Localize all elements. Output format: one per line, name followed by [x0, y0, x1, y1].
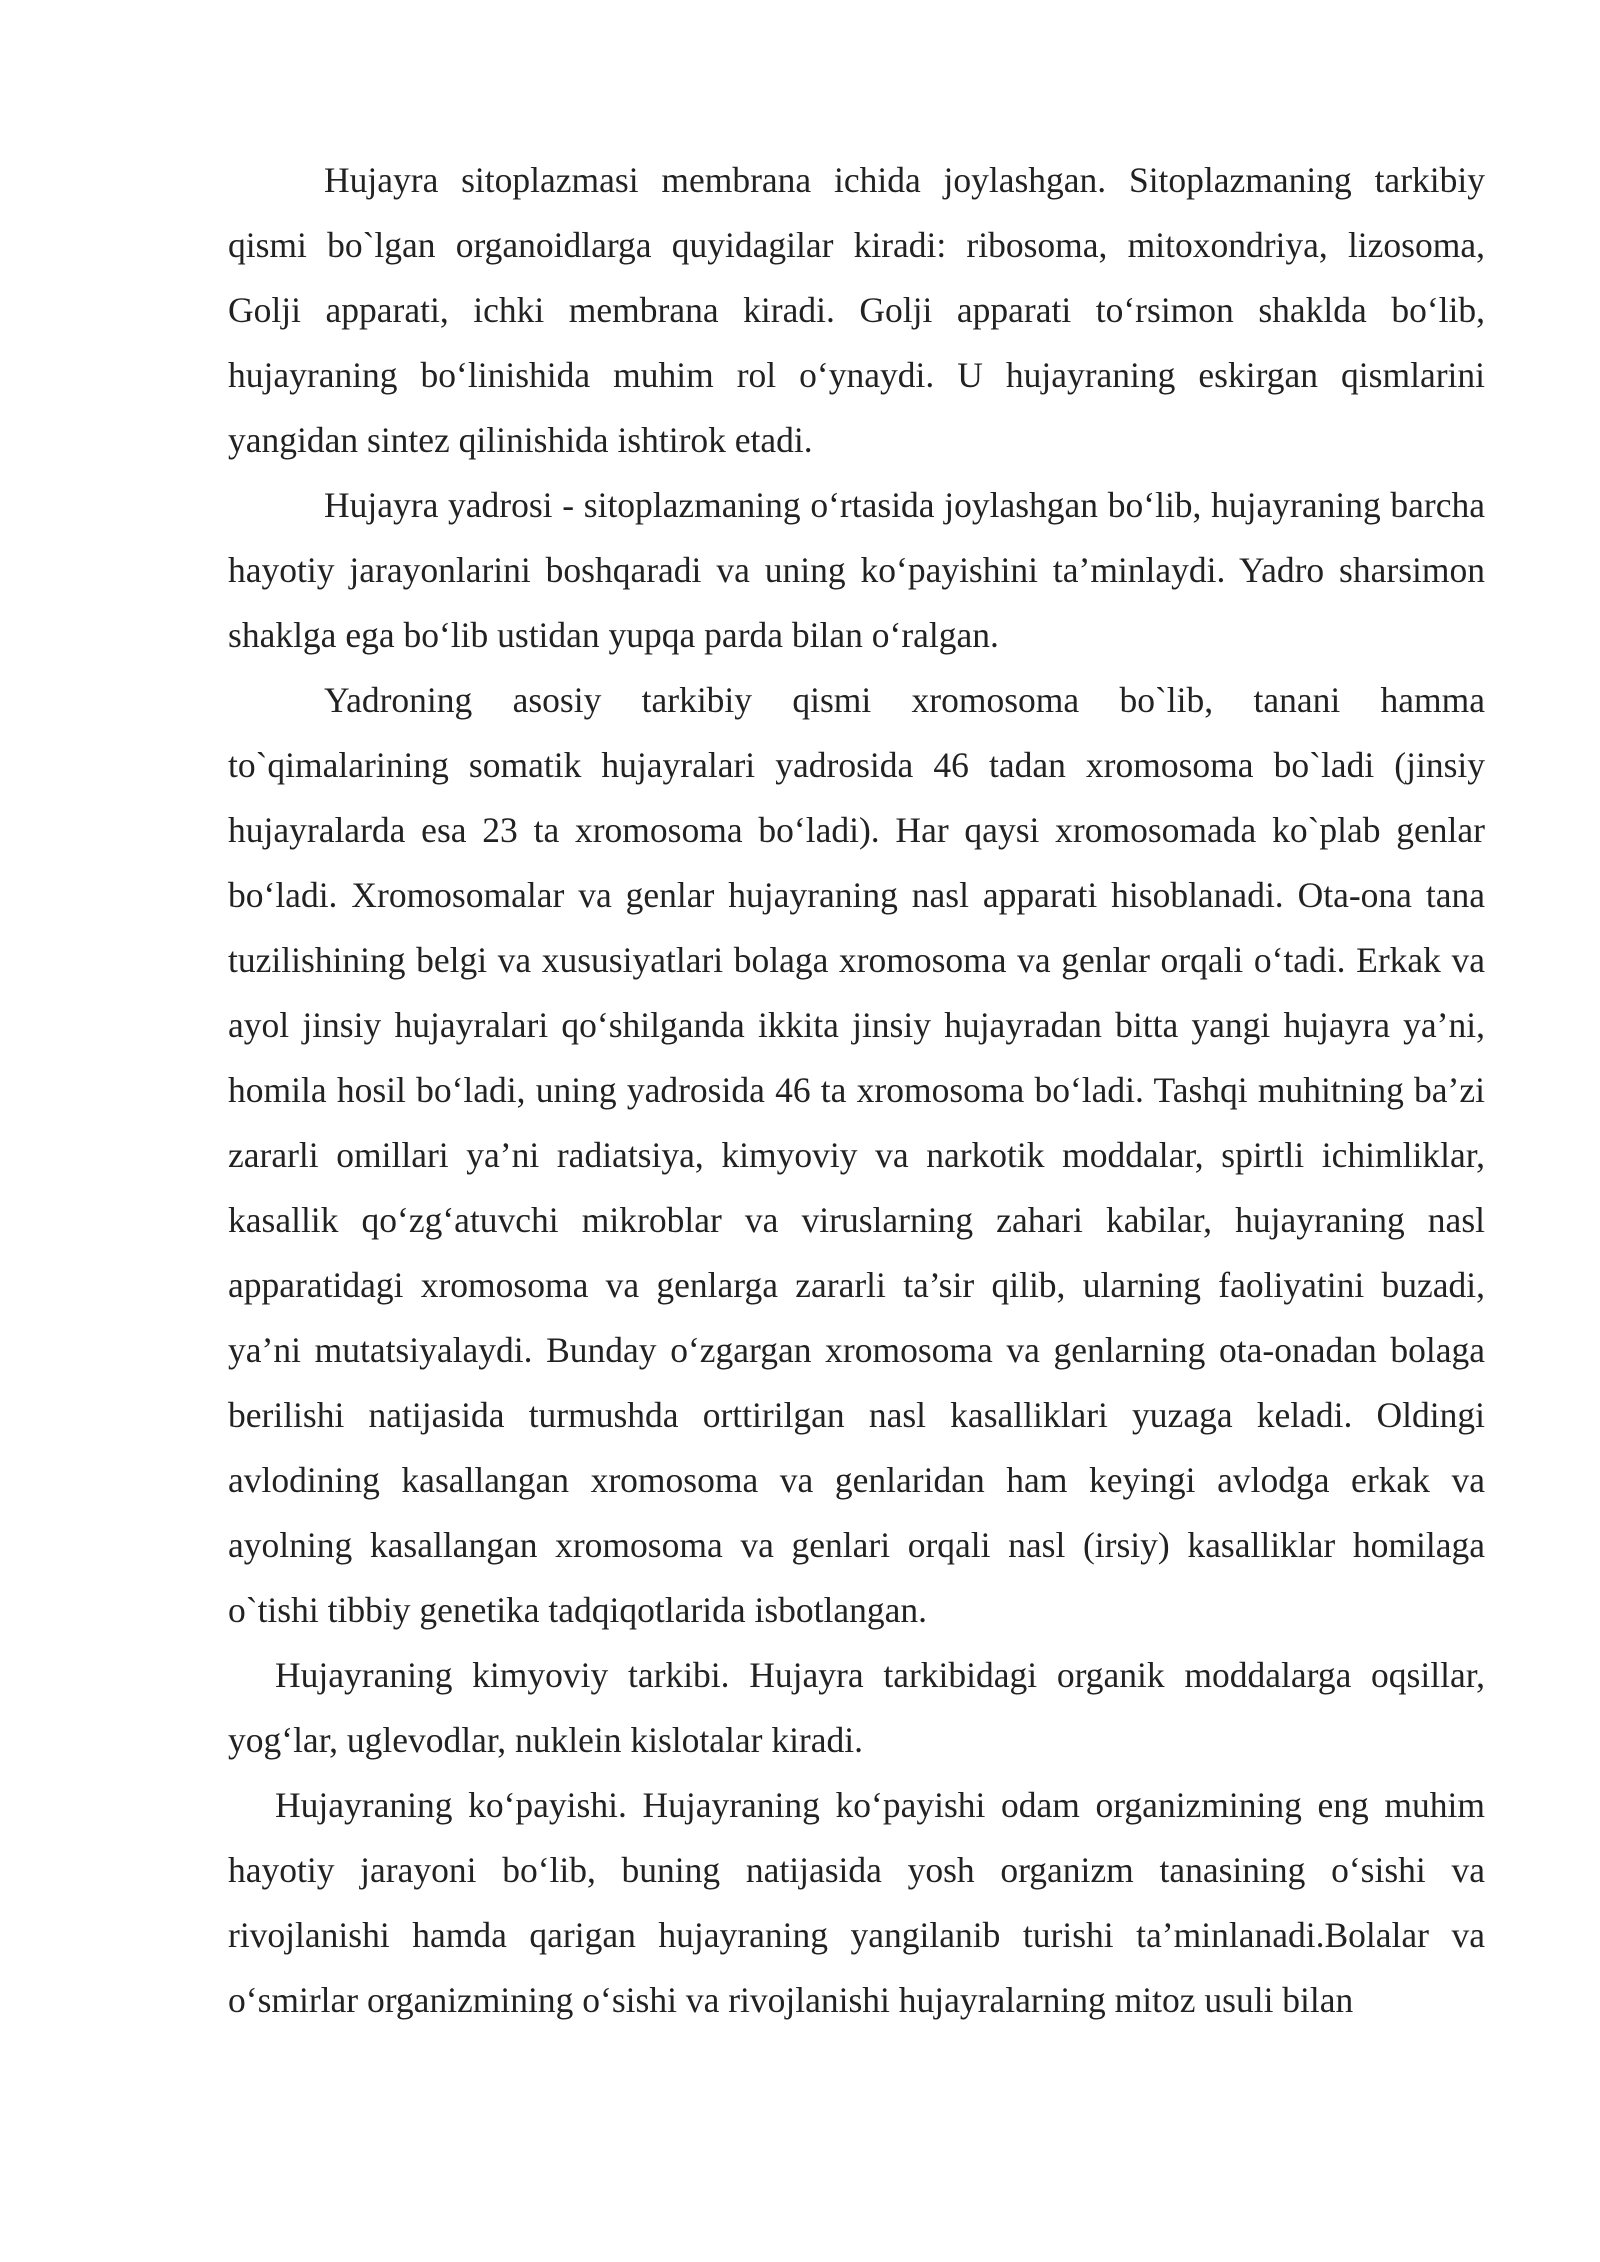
- paragraph-chemical-composition: Hujayraning kimyoviy tarkibi. Hujayra tarkibidagi organik moddalarga oqsillar, yog‘lar, uglevodlar, nuklein kislotalar kiradi.: [228, 1655, 1485, 1760]
- paragraph-cell-reproduction: Hujayraning ko‘payishi. Hujayraning ko‘payishi odam organizmining eng muhim hayotiy jarayoni bo‘lib, buning natijasida yosh organizm tanasining o‘sishi va rivojlanishi hamda qarigan hujayraning yangilanib turishi ta’minlanadi.Bolalar va o‘smirlar organizmining o‘sishi va rivojlanishi hujayralarning mitoz usuli bilan: [228, 1785, 1485, 2020]
- document-body: [228, 148, 1485, 2033]
- paragraph-nucleus: Hujayra yadrosi - sitoplazmaning o‘rtasida joylashgan bo‘lib, hujayraning barcha hayotiy jarayonlarini boshqaradi va uning ko‘payishini ta’minlaydi. Yadro sharsimon shaklga ega bo‘lib ustidan yupqa parda bilan o‘ralgan.: [228, 485, 1485, 655]
- paragraph-chromosomes: Yadroning asosiy tarkibiy qismi xromosoma bo`lib, tanani hamma to`qimalarining somatik hujayralari yadrosida 46 tadan xromosoma bo`ladi (jinsiy hujayralarda esa 23 ta xromosoma bo‘ladi). Har qaysi xromosomada ko`plab genlar bo‘ladi. Xromosomalar va genlar hujayraning nasl apparati hisoblanadi. Ota-ona tana tuzilishining belgi va xususiyatlari bolaga xromosoma va genlar orqali o‘tadi. Erkak va ayol jinsiy hujayralari qo‘shilganda ikkita jinsiy hujayradan bitta yangi hujayra ya’ni, homila hosil bo‘ladi, uning yadrosida 46 ta xromosoma bo‘ladi. Tashqi muhitning ba’zi zararli omillari ya’ni radiatsiya, kimyoviy va narkotik moddalar, spirtli ichimliklar, kasallik qo‘zg‘atuvchi mikroblar va viruslarning zahari kabilar, hujayraning nasl apparatidagi xromosoma va genlarga zararli ta’sir qilib, ularning faoliyatini buzadi, ya’ni mutatsiyalaydi. Bunday o‘zgargan xromosoma va genlarning ota-onadan bolaga berilishi natijasida turmushda orttirilgan nasl kasalliklari yuzaga keladi. Oldingi avlodining kasallangan xromosoma va genlaridan ham keyingi avlodga erkak va ayolning kasallangan xromosoma va genlari orqali nasl (irsiy) kasalliklar homilaga o`tishi tibbiy genetika tadqiqotlarida isbotlangan.: [228, 680, 1485, 1630]
- paragraph-cytoplasm: Hujayra sitoplazmasi membrana ichida joylashgan. Sitoplazmaning tarkibiy qismi bo`lgan organoidlarga quyidagilar kiradi: ribosoma, mitoxondriya, lizosoma, Golji apparati, ichki membrana kiradi. Golji apparati to‘rsimon shaklda bo‘lib, hujayraning bo‘linishida muhim rol o‘ynaydi. U hujayraning eskirgan qismlarini yangidan sintez qilinishida ishtirok etadi.: [228, 160, 1485, 460]
